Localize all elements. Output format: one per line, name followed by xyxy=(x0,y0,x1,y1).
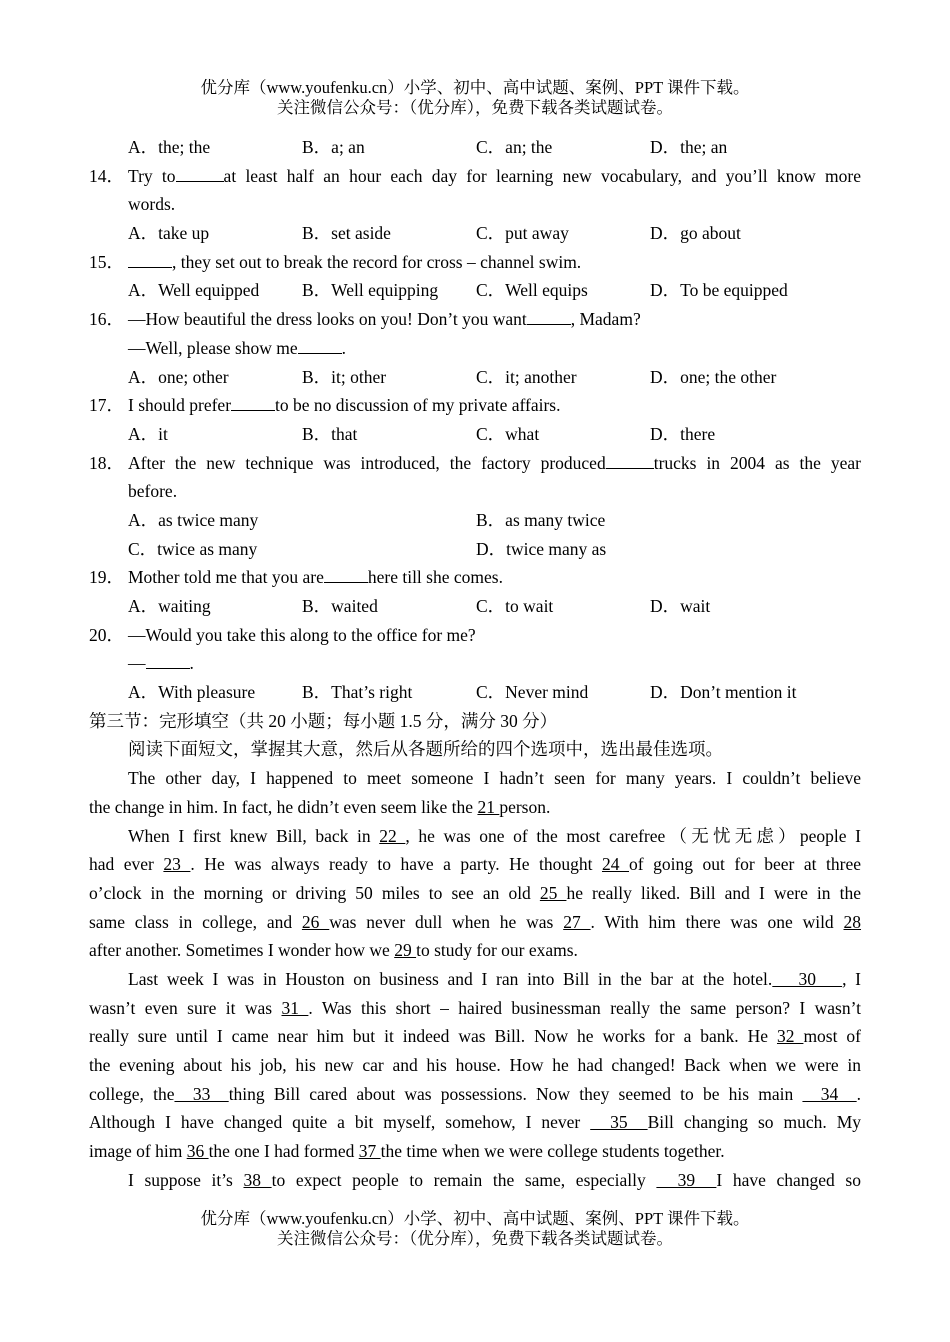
question-number: 16． xyxy=(89,309,124,330)
passage-text: after another. Sometimes I wonder how we xyxy=(89,940,395,961)
stem-text: , Madam? xyxy=(570,309,641,330)
question-stem xyxy=(128,449,861,478)
option-c: C．Never mind xyxy=(476,682,589,703)
passage-line xyxy=(89,1166,861,1195)
passage-text: had ever xyxy=(89,854,164,875)
question-17 xyxy=(89,391,861,420)
option-c: C．an; the xyxy=(476,137,553,157)
stem-text: —Well, please show me xyxy=(128,337,298,358)
passage-text: the time when we were college students together. xyxy=(380,1141,725,1162)
option-a: A．as twice many xyxy=(128,509,259,530)
cloze-blank-24: 24 xyxy=(601,854,629,875)
cloze-blank-35: 35 xyxy=(590,1112,648,1133)
cloze-blank-33: 33 xyxy=(174,1083,229,1104)
question-15-options xyxy=(89,276,861,305)
question-18 xyxy=(89,449,861,478)
option-b: B．Well equipping xyxy=(302,280,439,301)
question-14-continued: words. xyxy=(128,194,176,215)
header-line-2: 关注微信公众号：（优分库），免费下载各类试题试卷。 xyxy=(277,98,673,117)
option-c: C．twice as many xyxy=(128,538,258,559)
stem-text: Mother told me that you are xyxy=(128,567,324,588)
option-b: B．That’s right xyxy=(302,682,413,703)
question-15 xyxy=(89,248,861,277)
question-19-options xyxy=(89,592,861,621)
passage-line xyxy=(89,879,861,908)
question-stem xyxy=(128,248,861,277)
passage-text: college, the xyxy=(89,1083,175,1104)
stem-text: —How beautiful the dress looks on you! Don’t you want xyxy=(128,309,527,330)
passage-text: of going out for beer at three xyxy=(629,854,861,875)
option-b: B．that xyxy=(302,423,358,444)
question-number: 20． xyxy=(89,624,124,645)
option-b: B．set aside xyxy=(302,223,391,244)
option-d: D．Don’t mention it xyxy=(650,682,797,703)
question-18-continued: before. xyxy=(128,481,178,502)
stem-text: I should prefer xyxy=(128,395,232,416)
passage-text: I have changed so xyxy=(716,1169,861,1190)
passage-text: . Was this short – haired businessman really the same person? I wasn’t xyxy=(308,997,861,1018)
option-c: C．it; another xyxy=(476,366,577,387)
passage-line xyxy=(89,793,861,822)
cloze-blank-25: 25 xyxy=(539,882,567,903)
question-14 xyxy=(89,162,861,191)
passage-text: same class in college, and xyxy=(89,911,302,932)
option-a: A．waiting xyxy=(128,596,211,616)
stem-text: . xyxy=(341,337,347,358)
option-d: D．the; an xyxy=(650,137,728,157)
passage-text: person. xyxy=(499,796,551,817)
header-line-1: 优分库（www.youfenku.cn）小学、初中、高中试题、案例、PPT 课件下载。 xyxy=(200,78,750,97)
passage-text: to expect people to remain the same, especially xyxy=(271,1169,657,1190)
question-19 xyxy=(89,563,861,592)
option-c: C．to wait xyxy=(476,596,554,616)
cloze-blank-26: 26 xyxy=(301,911,330,932)
passage-text: I suppose it’s xyxy=(128,1169,244,1190)
passage-text: o’clock in the morning or driving 50 miles to see an old xyxy=(89,882,540,903)
question-18-options-ab xyxy=(89,506,861,535)
passage-line xyxy=(89,1108,861,1137)
question-stem xyxy=(128,162,861,191)
answer-blank xyxy=(231,392,275,411)
stem-text: — xyxy=(128,653,146,674)
option-d: D．twice many as xyxy=(476,538,607,559)
answer-blank xyxy=(606,450,654,469)
question-stem: —Would you take this along to the office for me? xyxy=(128,624,476,645)
passage-text: . He was always ready to have a party. He thought xyxy=(190,854,602,875)
cloze-blank-37: 37 xyxy=(358,1141,381,1162)
passage-text: most of xyxy=(803,1026,861,1047)
question-16-reply xyxy=(89,334,861,363)
option-a: A．With pleasure xyxy=(128,682,256,703)
option-a: A．one; other xyxy=(128,366,229,387)
stem-text: After the new technique was introduced, the factory produced xyxy=(128,452,606,473)
exam-content xyxy=(89,133,861,1194)
passage-line xyxy=(89,1137,861,1166)
cloze-blank-30: 30 xyxy=(772,968,843,989)
option-a: A．Well equipped xyxy=(128,280,260,301)
passage-line xyxy=(89,994,861,1023)
passage-line xyxy=(89,1022,861,1051)
question-17-options xyxy=(89,420,861,449)
passage-text: image of him xyxy=(89,1141,187,1162)
cloze-blank-22: 22 xyxy=(379,825,406,846)
passage-text: the one I had formed xyxy=(208,1141,359,1162)
footer-line-2: 关注微信公众号：（优分库），免费下载各类试题试卷。 xyxy=(277,1229,673,1248)
passage-text: thing Bill cared about was possessions. Now they seemed to be his main xyxy=(228,1083,803,1104)
passage-text: . With him there was one wild xyxy=(590,911,844,932)
passage-line: the evening about his job, his new car and his house. How he had changed! Back when we were in xyxy=(89,1055,861,1075)
answer-blank xyxy=(146,650,190,669)
cloze-blank-29: 29 xyxy=(394,940,417,961)
page-header xyxy=(0,78,950,118)
passage-text: the change in him. In fact, he didn’t even seem like the xyxy=(89,796,478,817)
passage-text: , I xyxy=(842,968,862,989)
option-a: A．take up xyxy=(128,223,210,244)
passage-text: he really liked. Bill and I were in the xyxy=(566,882,861,903)
stem-text: , they set out to break the record for cross – channel swim. xyxy=(172,251,582,272)
answer-blank xyxy=(176,163,224,182)
option-d: D．there xyxy=(650,423,716,444)
question-number: 19． xyxy=(89,567,124,588)
passage-line xyxy=(89,850,861,879)
stem-text: . xyxy=(189,653,194,674)
option-d: D．one; the other xyxy=(650,366,777,387)
question-13-options xyxy=(89,133,861,162)
option-b: B．a; an xyxy=(302,137,365,157)
option-d: D．go about xyxy=(650,223,741,244)
question-stem xyxy=(128,305,861,334)
stem-text: trucks in 2004 as the year xyxy=(653,452,861,473)
passage-text: , he was one of the most carefree（无忧无虑）people I xyxy=(405,825,861,846)
stem-text: at least half an hour each day for learning new vocabulary, and you’ll know more xyxy=(223,165,861,186)
option-a: A．it xyxy=(128,423,168,444)
cloze-blank-28: 28 xyxy=(843,911,862,932)
stem-text: here till she comes. xyxy=(367,567,503,588)
passage-text: Bill changing so much. My xyxy=(647,1112,862,1133)
answer-blank xyxy=(298,335,342,354)
passage-line xyxy=(89,936,861,965)
option-b: B．waited xyxy=(302,596,378,616)
question-18-options-cd xyxy=(89,535,861,564)
cloze-blank-36: 36 xyxy=(186,1141,209,1162)
cloze-blank-34: 34 xyxy=(802,1083,857,1104)
option-b: B．it; other xyxy=(302,366,387,387)
page-footer xyxy=(0,1209,950,1249)
passage-text: Last week I was in Houston on business and I ran into Bill in the bar at the hotel. xyxy=(128,968,773,989)
passage-text: When I first knew Bill, back in xyxy=(128,825,380,846)
footer-line-1: 优分库（www.youfenku.cn）小学、初中、高中试题、案例、PPT 课件下载。 xyxy=(200,1209,750,1228)
cloze-blank-27: 27 xyxy=(563,911,591,932)
section-title: 第三节：完形填空（共 20 小题；每小题 1.5 分，满分 30 分） xyxy=(89,710,558,731)
passage-line xyxy=(89,822,861,851)
option-c: C．what xyxy=(476,423,540,444)
cloze-blank-23: 23 xyxy=(163,854,191,875)
passage-line xyxy=(89,908,861,937)
question-number: 15． xyxy=(89,251,124,272)
question-number: 18． xyxy=(89,452,124,473)
question-number: 14． xyxy=(89,165,124,186)
option-a: A．the; the xyxy=(128,137,211,157)
answer-blank xyxy=(324,564,368,583)
cloze-blank-21: 21 xyxy=(477,796,500,817)
passage-text: really sure until I came near him but it indeed was Bill. Now he works for a bank. He xyxy=(89,1026,777,1047)
stem-text: to be no discussion of my private affairs. xyxy=(275,395,561,416)
passage-text: Although I have changed quite a bit myself, somehow, I never xyxy=(89,1112,591,1133)
question-stem xyxy=(128,563,861,592)
option-d: D．wait xyxy=(650,596,711,616)
option-d: D．To be equipped xyxy=(650,280,788,301)
section-instruction: 阅读下面短文，掌握其大意，然后从各题所给的四个选项中，选出最佳选项。 xyxy=(128,739,723,760)
question-20-reply xyxy=(89,649,861,678)
passage-line xyxy=(89,1080,861,1109)
cloze-blank-38: 38 xyxy=(243,1169,272,1190)
stem-text: Try to xyxy=(128,165,176,186)
cloze-blank-39: 39 xyxy=(656,1169,717,1190)
question-number: 17． xyxy=(89,395,124,416)
option-c: C．put away xyxy=(476,223,569,244)
question-stem xyxy=(128,391,861,420)
question-20-options xyxy=(89,678,861,707)
passage-text: was never dull when he was xyxy=(329,911,564,932)
cloze-blank-32: 32 xyxy=(776,1026,804,1047)
option-b: B．as many twice xyxy=(476,509,606,530)
question-16 xyxy=(89,305,861,334)
passage-text: wasn’t even sure it was xyxy=(89,997,282,1018)
passage-text: to study for our exams. xyxy=(416,940,578,961)
passage-line: The other day, I happened to meet someone I hadn’t seen for many years. I couldn’t believe xyxy=(128,768,861,789)
passage-line xyxy=(89,965,861,994)
passage-text: . xyxy=(856,1083,862,1104)
cloze-blank-31: 31 xyxy=(281,997,309,1018)
question-14-options xyxy=(89,219,861,248)
question-16-options xyxy=(89,363,861,392)
question-20 xyxy=(89,621,861,650)
answer-blank xyxy=(527,306,571,325)
answer-blank xyxy=(128,249,172,268)
option-c: C．Well equips xyxy=(476,280,588,301)
